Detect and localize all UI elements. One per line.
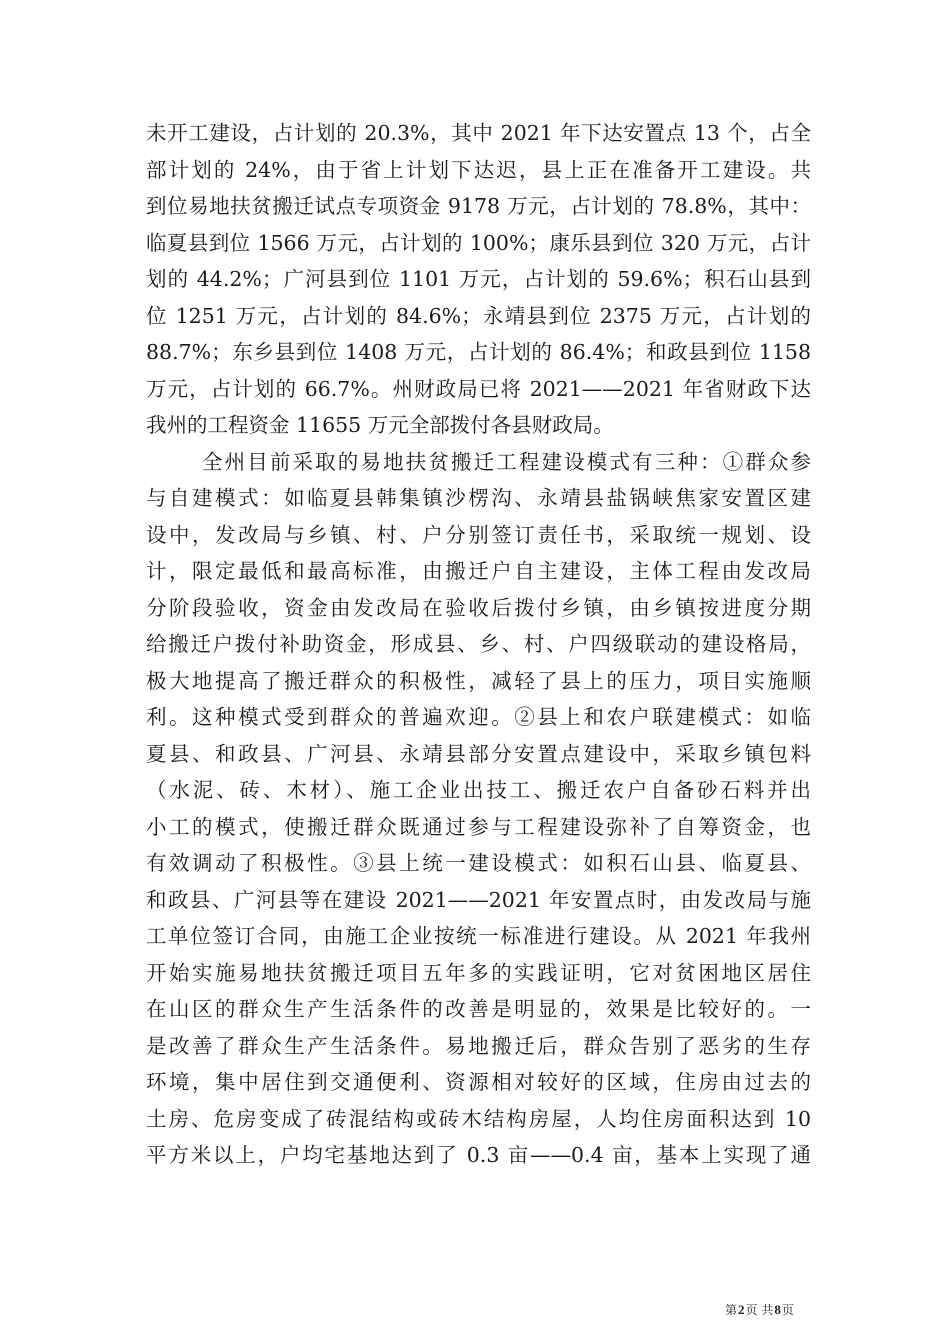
text-line: 开始实施易地扶贫搬迁项目五年多的实践证明，它对贫困地区居住 (146, 960, 811, 985)
paragraph (146, 444, 811, 1174)
text-line: 部计划的 24%，由于省上计划下达迟，县上正在准备开工建设。共 (146, 157, 811, 182)
footer-prefix: 第 (725, 1303, 738, 1317)
text-line: 全州目前采取的易地扶贫搬迁工程建设模式有三种：①群众参 (202, 449, 811, 474)
text-line: 万元，占计划的 66.7%。州财政局已将 2021——2021 年省财政下达 (146, 376, 811, 401)
text-line: 夏县、和政县、广河县、永靖县部分安置点建设中，采取乡镇包料 (146, 741, 811, 766)
text-line: 临夏县到位 1566 万元，占计划的 100%；康乐县到位 320 万元，占计 (146, 230, 811, 255)
text-line: 利。这种模式受到群众的普遍欢迎。②县上和农户联建模式：如临 (146, 705, 811, 729)
footer-suffix: 页 (781, 1303, 794, 1317)
text-line: 位 1251 万元，占计划的 84.6%；永靖县到位 2375 万元，占计划的 (146, 303, 811, 328)
text-line: 我州的工程资金 11655 万元全部拨付各县财政局。 (146, 413, 614, 437)
text-line: 环境，集中居住到交通便利、资源相对较好的区域，住房由过去的 (146, 1070, 811, 1094)
text-line: 和政县、广河县等在建设 2021——2021 年安置点时，由发改局与施 (146, 887, 811, 912)
text-line: 设中，发改局与乡镇、村、户分别签订责任书，采取统一规划、设 (146, 522, 811, 547)
text-line: 有效调动了积极性。③县上统一建设模式：如积石山县、临夏县、 (146, 851, 811, 875)
paragraph (146, 115, 811, 444)
document-body (146, 115, 811, 1174)
text-line: 分阶段验收，资金由发改局在验收后拨付乡镇，由乡镇按进度分期 (146, 595, 811, 620)
text-line: 是改善了群众生产生活条件。易地搬迁后，群众告别了恶劣的生存 (146, 1033, 811, 1058)
text-line: 工单位签订合同，由施工企业按统一标准进行建设。从 2021 年我州 (146, 924, 811, 948)
text-line: 在山区的群众生产生活条件的改善是明显的，效果是比较好的。一 (146, 997, 811, 1021)
text-line: 土房、危房变成了砖混结构或砖木结构房屋，人均住房面积达到 10 (146, 1106, 811, 1131)
text-line: 平方米以上，户均宅基地达到了 0.3 亩——0.4 亩，基本上实现了通 (146, 1143, 811, 1167)
text-line: 给搬迁户拨付补助资金，形成县、乡、村、户四级联动的建设格局， (146, 632, 811, 656)
text-line: 未开工建设，占计划的 20.3%，其中 2021 年下达安置点 13 个，占全 (146, 121, 811, 145)
text-line: 划的 44.2%；广河县到位 1101 万元，占计划的 59.6%；积石山县到 (146, 267, 811, 291)
current-page-number: 2 (738, 1302, 745, 1317)
page-footer (725, 1302, 815, 1318)
text-line: 极大地提高了搬迁群众的积极性，减轻了县上的压力，项目实施顺 (146, 668, 811, 693)
footer-middle: 页 共 (745, 1303, 774, 1317)
text-line: 到位易地扶贫搬迁试点专项资金 9178 万元，占计划的 78.8%，其中： (146, 194, 811, 218)
text-line: 计，限定最低和最高标准，由搬迁户自主建设，主体工程由发改局 (146, 559, 811, 583)
text-line: 88.7%；东乡县到位 1408 万元，占计划的 86.4%；和政县到位 1158 (146, 340, 811, 364)
total-page-number: 8 (774, 1302, 781, 1317)
text-line: （水泥、砖、木材）、施工企业出技工、搬迁农户自备砂石料并出 (146, 778, 811, 802)
text-line: 小工的模式，使搬迁群众既通过参与工程建设弥补了自筹资金，也 (146, 814, 811, 839)
text-line: 与自建模式：如临夏县韩集镇沙楞沟、永靖县盐锅峡焦家安置区建 (146, 486, 811, 510)
